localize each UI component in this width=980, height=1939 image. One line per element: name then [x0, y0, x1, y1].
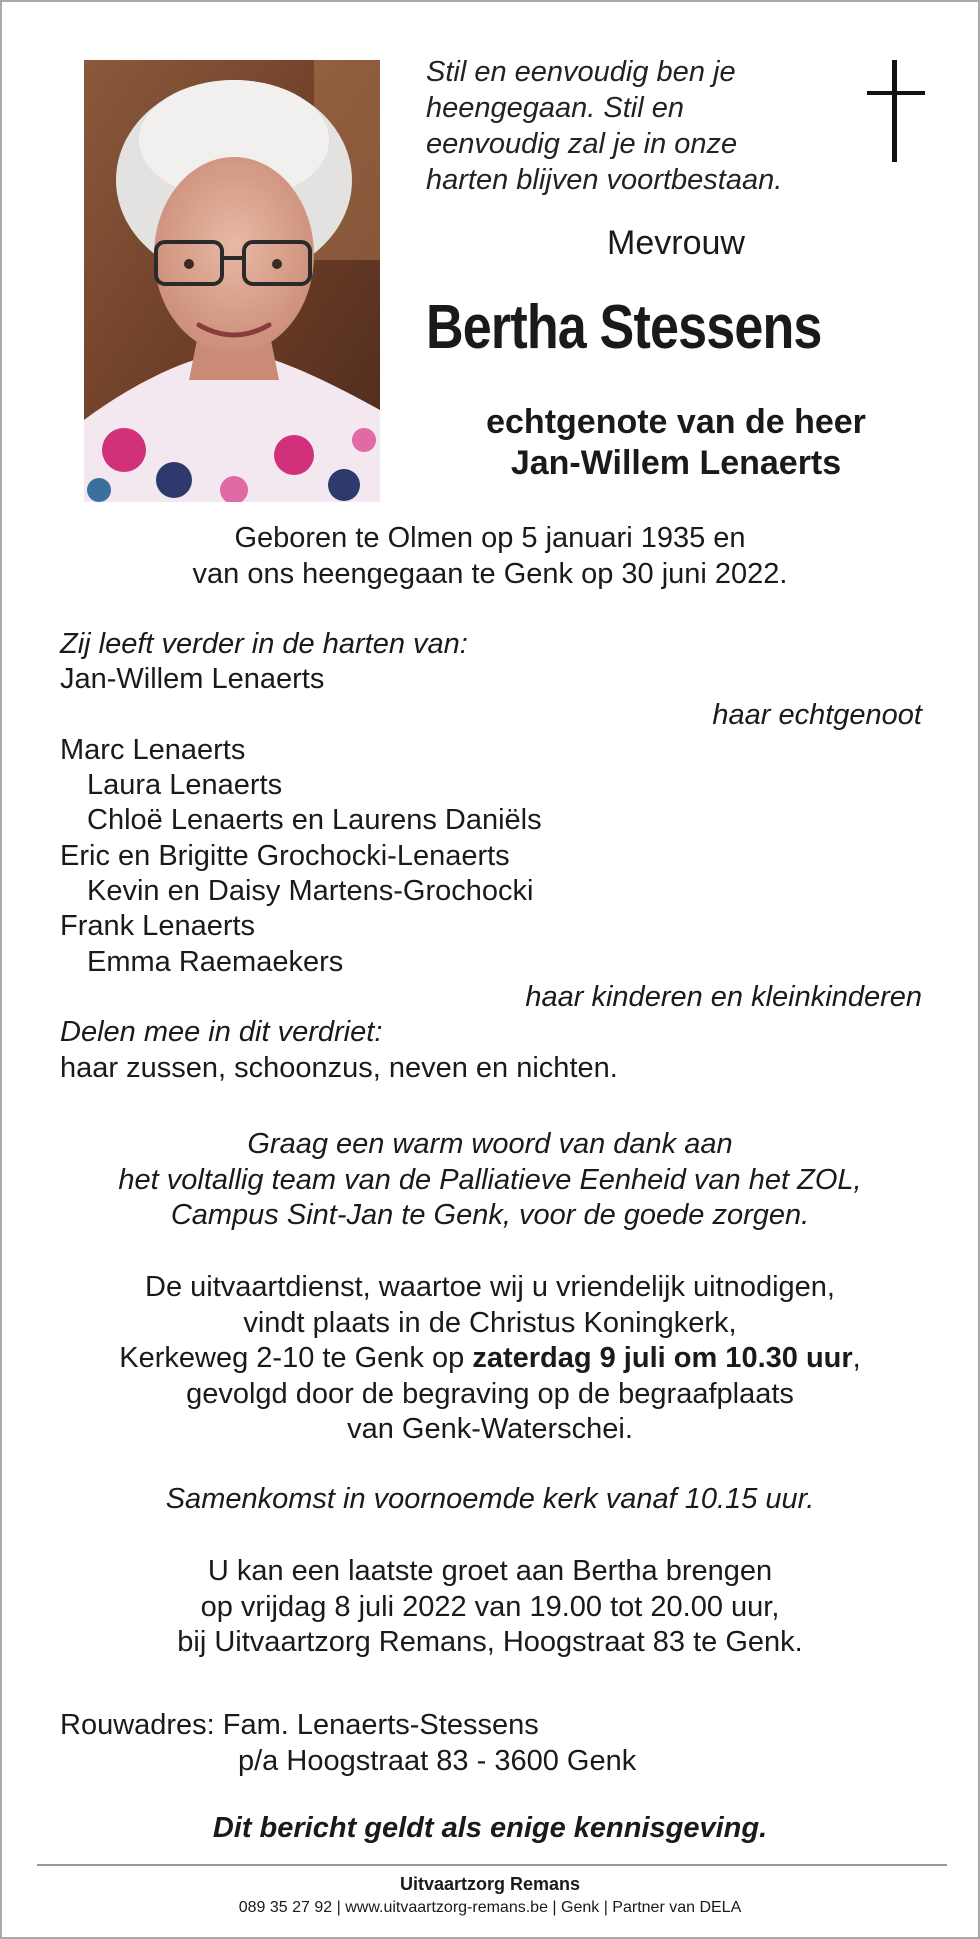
poem-line: harten blijven voortbestaan.: [426, 164, 783, 196]
service-block: [2, 1270, 978, 1448]
honorific: Mevrouw: [607, 224, 745, 262]
footer-title: Uitvaartzorg Remans: [399, 1874, 581, 1894]
mourning-address: [60, 1707, 636, 1779]
deceased-name: Bertha Stessens: [426, 293, 822, 362]
thanks-line: Graag een warm woord van dank aan: [247, 1128, 733, 1160]
thanks-line: het voltallig team van de Palliatieve Eenheid van het ZOL,: [118, 1163, 862, 1196]
address-line: Rouwadres: Fam. Lenaerts-Stessens: [60, 1709, 539, 1741]
thanks-line: Campus Sint-Jan te Genk, voor de goede zorgen.: [170, 1199, 810, 1231]
poem-line: heengegaan. Stil en: [426, 92, 684, 124]
greeting-line: bij Uitvaartzorg Remans, Hoogstraat 83 te Genk.: [177, 1626, 803, 1658]
family-member: Marc Lenaerts: [60, 733, 246, 766]
family-list: [60, 627, 922, 1086]
poem-line: Stil en eenvoudig ben je: [426, 56, 736, 88]
notice-text: Dit bericht geldt als enige kennisgeving.: [212, 1812, 768, 1844]
share-intro: Delen mee in dit verdriet:: [60, 1016, 383, 1049]
poem: [426, 54, 856, 198]
family-member: Frank Lenaerts: [60, 910, 256, 943]
family-member: Kevin en Daisy Martens-Grochocki: [87, 875, 534, 908]
service-datetime: zaterdag 9 juli om 10.30 uur: [472, 1342, 853, 1374]
footer-divider: [37, 1864, 947, 1866]
cross-icon: [867, 60, 925, 162]
share-names: haar zussen, schoonzus, neven en nichten.: [60, 1051, 618, 1084]
birth-line: Geboren te Olmen op 5 januari 1935 en: [234, 522, 746, 554]
family-member: Eric en Brigitte Grochocki-Lenaerts: [60, 839, 510, 872]
family-role: haar kinderen en kleinkinderen: [525, 980, 922, 1013]
address-line: p/a Hoogstraat 83 - 3600 Genk: [238, 1745, 637, 1777]
spouse-line: echtgenote van de heer: [486, 403, 866, 441]
service-line: Kerkeweg 2-10 te Genk op zaterdag 9 juli om 10.30 uur,: [119, 1342, 861, 1374]
thanks-block: [2, 1127, 978, 1234]
portrait-photo: [84, 60, 380, 502]
gathering-text: Samenkomst in voornoemde kerk vanaf 10.15 uur.: [165, 1483, 815, 1515]
greeting-line: op vrijdag 8 juli 2022 van 19.00 tot 20.00 uur,: [200, 1590, 780, 1623]
spouse-block: [426, 402, 926, 484]
service-line: gevolgd door de begraving op de begraafplaats: [186, 1377, 794, 1410]
service-line: vindt plaats in de Christus Koningkerk,: [243, 1306, 737, 1339]
family-member: Chloë Lenaerts en Laurens Daniëls: [87, 804, 542, 837]
greeting-block: [2, 1554, 978, 1661]
footer-contact: 089 35 27 92 | www.uitvaartzorg-remans.be | Genk | Partner van DELA: [238, 1899, 742, 1916]
death-line: van ons heengegaan te Genk op 30 juni 2022.: [192, 558, 788, 590]
family-role: haar echtgenoot: [712, 698, 922, 731]
service-line: De uitvaartdienst, waartoe wij u vriendelijk uitnodigen,: [145, 1271, 835, 1303]
family-member: Emma Raemaekers: [87, 945, 344, 978]
poem-line: eenvoudig zal je in onze: [426, 128, 738, 160]
service-line: van Genk-Waterschei.: [347, 1413, 633, 1445]
spouse-name: Jan-Willem Lenaerts: [510, 444, 842, 482]
family-intro: Zij leeft verder in de harten van:: [60, 628, 468, 660]
birth-death-text: [2, 520, 978, 592]
family-member: Laura Lenaerts: [87, 769, 283, 802]
family-member: Jan-Willem Lenaerts: [60, 663, 325, 696]
greeting-line: U kan een laatste groet aan Bertha brengen: [207, 1555, 773, 1587]
